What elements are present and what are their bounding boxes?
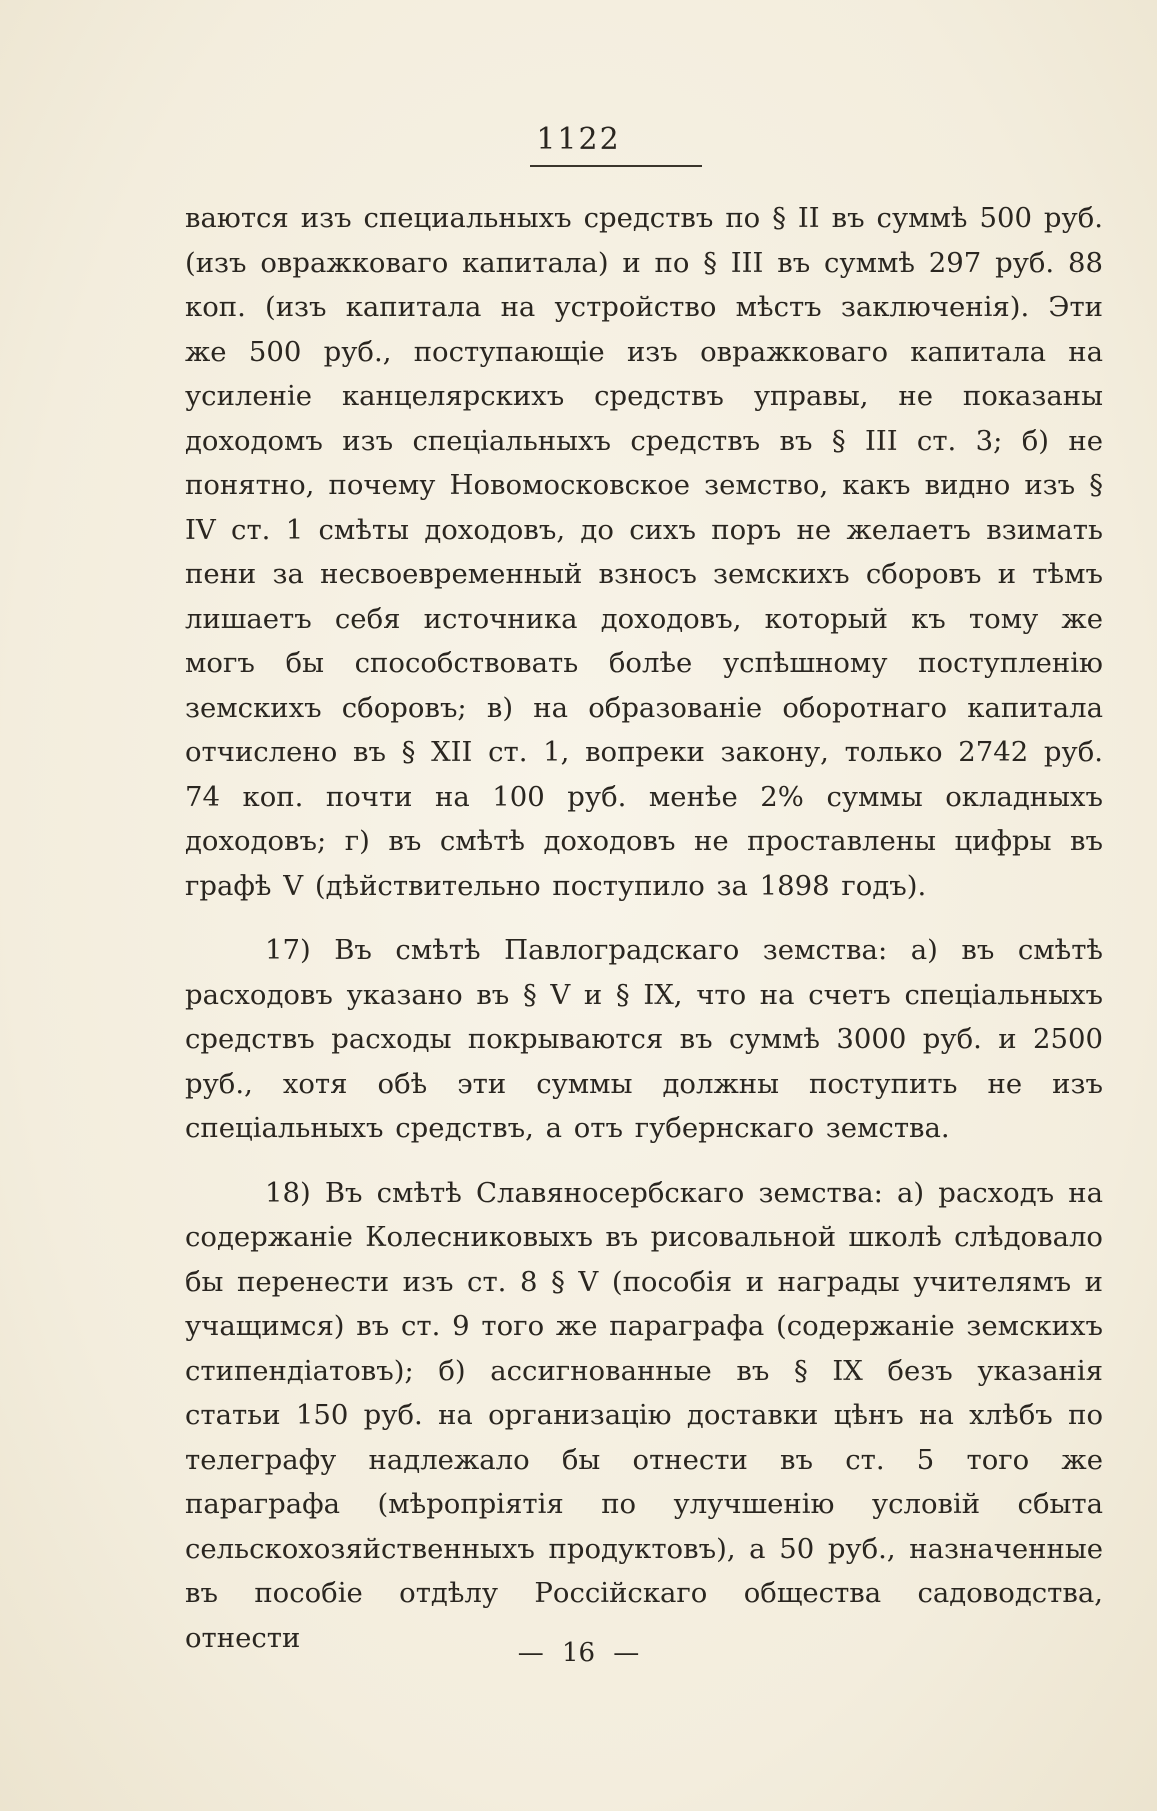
header-rule [530,165,702,167]
footer-signature-mark: — 16 — [517,1638,640,1668]
paragraph-18: 18) Въ смѣтѣ Славяносербскаго земства: а) расходъ на содержаніе Колесниковыхъ въ рисовальной школѣ слѣдовало бы перенести изъ ст. 8 § V (пособія и награды учителямъ и учащимся) въ ст. 9 того же параграфа (содержаніе земскихъ стипендіатовъ); б) ассигнованные въ § IX безъ указанія статьи 150 руб. на организацію доставки цѣнъ на хлѣбъ по телеграфу надлежало бы отнести въ ст. 5 того же параграфа (мѣропріятія по улучшенію условій сбыта сельскохозяйственныхъ продуктовъ), а 50 руб., назначенные въ пособіе отдѣлу Россійскаго общества садоводства, отнести [185,1176,1103,1654]
paragraph-continuation: ваются изъ специальныхъ средствъ по § II въ суммѣ 500 руб. (изъ овражковаго капитала) и по § III въ суммѣ 297 руб. 88 коп. (изъ капитала на устройство мѣстъ заключенія). Эти же 500 руб., поступающіе изъ овражковаго капитала на усиленіе канцелярскихъ средствъ управы, не показаны доходомъ изъ спеціальныхъ средствъ въ § III ст. 3; б) не понятно, почему Новомосковское земство, какъ видно изъ § IV ст. 1 смѣты доходовъ, до сихъ поръ не желаетъ взимать пени за несвоевременный взносъ земскихъ сборовъ и тѣмъ лишаетъ себя источника доходовъ, который къ тому же могъ бы способствовать болѣе успѣшному поступленію земскихъ сборовъ; в) на образованіе оборотнаго капитала отчислено въ § XII ст. 1, вопреки закону, только 2742 руб. 74 коп. почти на 100 руб. менѣе 2% суммы окладныхъ доходовъ; г) въ смѣтѣ доходовъ не проставлены цифры въ графѣ V (дѣйствительно поступило за 1898 годъ). [185,202,1103,902]
paragraph-17: 17) Въ смѣтѣ Павлоградскаго земства: а) въ смѣтѣ расходовъ указано въ § V и § IX, что на счетъ спеціальныхъ средствъ расходы покрываются въ суммѣ 3000 руб. и 2500 руб., хотя обѣ эти суммы должны поступить не изъ спеціальныхъ средствъ, а отъ губернскаго земства. [185,934,1103,1144]
body-text [185,196,1103,1660]
page-number: 1122 [536,122,621,157]
